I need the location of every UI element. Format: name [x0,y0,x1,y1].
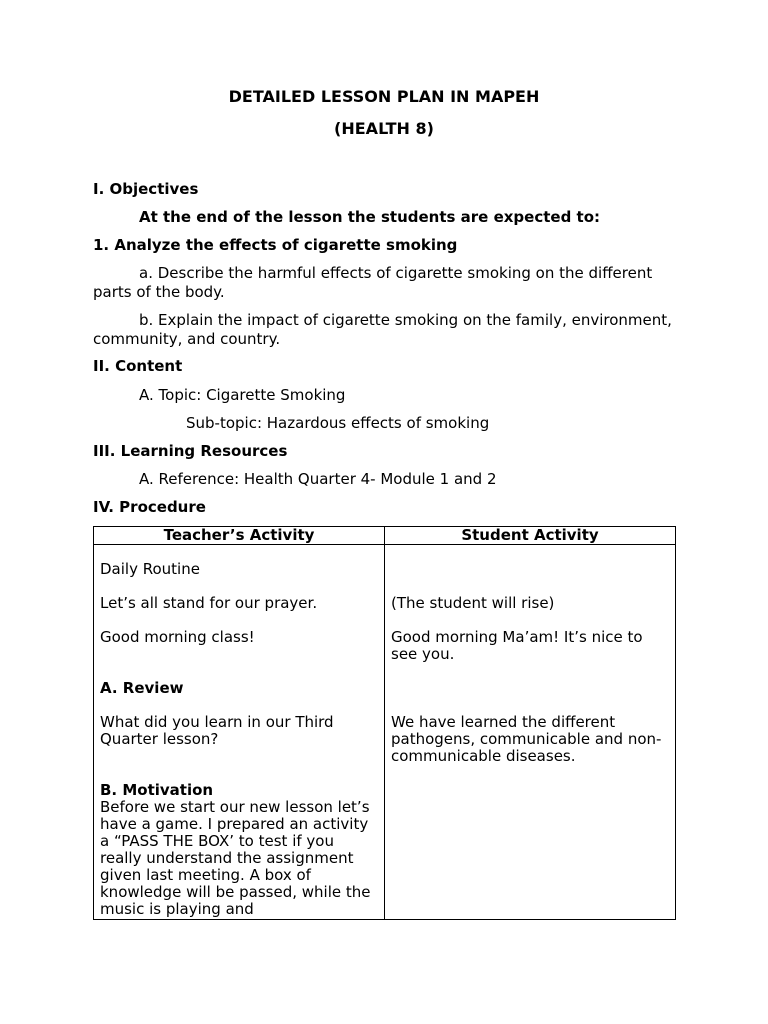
document-title: DETAILED LESSON PLAN IN MAPEH [228,87,540,106]
objective-sub-a [93,264,683,302]
objectives-intro: At the end of the lesson the students are expected to: [139,208,601,226]
student-activity-cell [385,545,676,920]
procedure-table [93,526,676,920]
objective-sub-b-text: b. Explain the impact of cigarette smoking on the family, environment, community, and country. [93,311,672,348]
teacher-prayer: Let’s all stand for our prayer. [100,594,318,612]
teacher-activity-cell [94,545,385,920]
content-heading: II. Content [93,357,183,375]
student-activity-header: Student Activity [385,527,676,545]
objective-sub-a-text: a. Describe the harmful effects of cigarette smoking on the different parts of the body. [93,264,653,301]
daily-routine: Daily Routine [100,560,200,578]
motivation-text: Before we start our new lesson let’s have a game. I prepared an activity a “PASS THE BOX’ to test if you really understand the assignment given last meeting. A box of knowledge will be passed, while the music is playing and [100,798,371,918]
review-heading: A. Review [100,679,184,697]
resources-reference: A. Reference: Health Quarter 4- Module 1 and 2 [139,470,497,488]
procedure-heading: IV. Procedure [93,498,206,516]
content-topic: A. Topic: Cigarette Smoking [139,386,346,404]
objective-item-1: 1. Analyze the effects of cigarette smoking [93,236,458,254]
motivation-heading: B. Motivation [100,781,214,799]
resources-heading: III. Learning Resources [93,442,288,460]
teacher-greeting: Good morning class! [100,628,255,646]
student-review-answer: We have learned the different pathogens, communicable and non-communicable diseases. [391,713,662,765]
procedure-table-header-row [94,527,676,545]
objectives-heading: I. Objectives [93,180,199,198]
objective-sub-b [93,311,683,349]
procedure-table-row [94,545,676,920]
teacher-activity-header: Teacher’s Activity [94,527,385,545]
content-subtopic: Sub-topic: Hazardous effects of smoking [186,414,490,432]
review-question: What did you learn in our Third Quarter lesson? [100,713,334,748]
document-subtitle: (HEALTH 8) [334,119,434,138]
student-greeting-reply: Good morning Ma’am! It’s nice to see you. [391,628,643,663]
student-rise: (The student will rise) [391,594,555,612]
